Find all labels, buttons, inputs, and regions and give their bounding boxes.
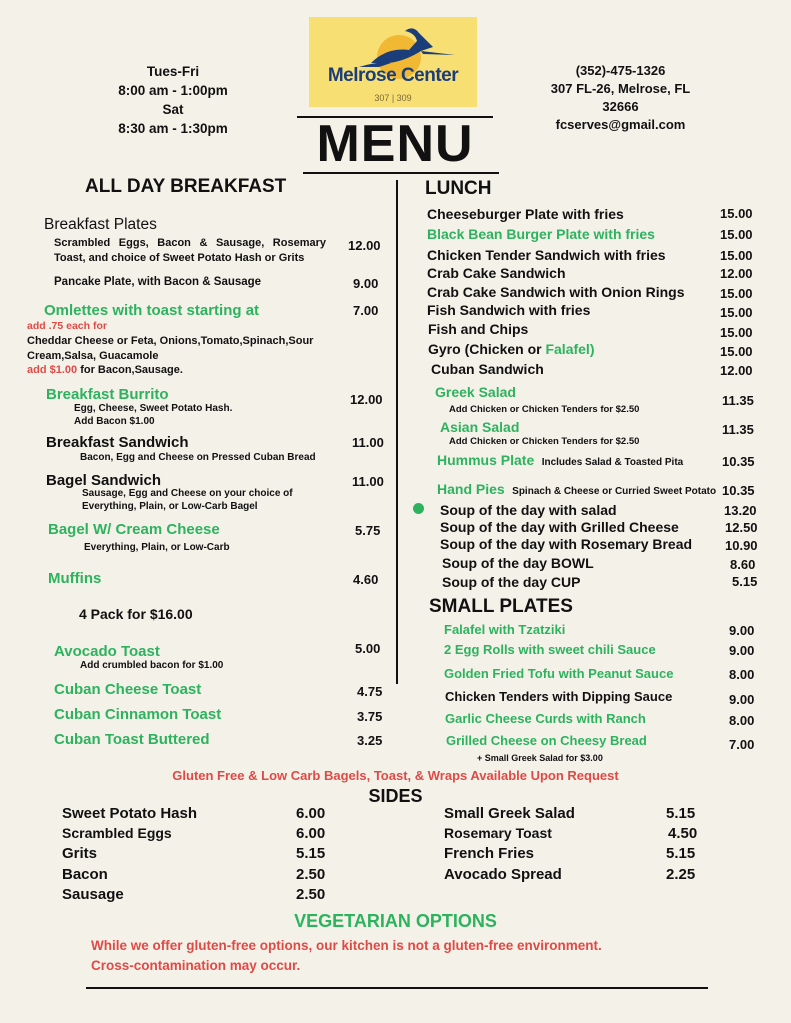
- hours-line: Tues-Fri: [146, 64, 200, 79]
- lunch-item: Black Bean Burger Plate with fries: [427, 226, 655, 242]
- breakfast-plates-desc: Scrambled Eggs, Bacon & Sausage, Rosemary Toast, and choice of Sweet Potato Hash or Grits: [54, 237, 326, 264]
- hours-block: [108, 62, 238, 138]
- hummus-desc: Includes Salad & Toasted Pita: [541, 457, 684, 468]
- soup-item: Soup of the day with salad: [440, 502, 617, 518]
- lunch-item: Cheeseburger Plate with fries: [427, 206, 624, 222]
- soup-item: Soup of the day with Rosemary Bread: [440, 536, 693, 552]
- lunch-price: 15.00: [720, 206, 753, 221]
- cuban-cinnamon-toast: Cuban Cinnamon Toast: [54, 706, 222, 723]
- pancake-plate: Pancake Plate, with Bacon & Sausage: [54, 276, 262, 288]
- lunch-item: Crab Cake Sandwich with Onion Rings: [427, 284, 685, 300]
- side-price: 5.15: [296, 845, 326, 862]
- lunch-price: 15.00: [720, 325, 753, 340]
- lunch-price: 15.00: [720, 286, 753, 301]
- burrito-price: 12.00: [350, 392, 383, 407]
- gyro-falafel-label: Falafel): [545, 341, 595, 357]
- side-item: Bacon: [62, 866, 108, 883]
- side-price: 6.00: [296, 805, 326, 822]
- lunch-item: Chicken Tender Sandwich with fries: [427, 247, 666, 263]
- hours-line: 8:30 am - 1:30pm: [118, 121, 228, 136]
- pancake-price: 9.00: [353, 276, 379, 291]
- hand-pies-desc: Spinach & Cheese or Curried Sweet Potato: [512, 486, 717, 497]
- lunch-title: LUNCH: [425, 178, 492, 199]
- greek-salad-desc: Add Chicken or Chicken Tenders for $2.50: [449, 404, 640, 415]
- vegetarian-options-title: VEGETARIAN OPTIONS: [294, 911, 497, 931]
- avocado-toast: Avocado Toast: [54, 643, 160, 660]
- small-plate-price: 8.00: [729, 713, 755, 728]
- omelettes-options: Cheddar Cheese or Feta, Onions,Tomato,Spinach,Sour Cream,Salsa, Guacamole: [27, 335, 314, 362]
- cuban-cinnamon-price: 3.75: [357, 709, 383, 724]
- breakfast-burrito: Breakfast Burrito: [46, 386, 169, 403]
- menu-title: MENU: [316, 115, 474, 173]
- omelettes: Omlettes with toast starting at: [44, 302, 260, 319]
- small-plate-price: 8.00: [729, 667, 755, 682]
- asian-salad-desc: Add Chicken or Chicken Tenders for $2.50: [449, 436, 640, 447]
- email: fcserves@gmail.com: [555, 117, 686, 132]
- hummus-label: Hummus Plate: [437, 452, 535, 468]
- burrito-desc: Egg, Cheese, Sweet Potato Hash.: [74, 403, 233, 414]
- omelettes-add-note: add .75 each for: [27, 320, 107, 332]
- hand-pies-price: 10.35: [722, 483, 755, 498]
- lunch-price: 12.00: [720, 363, 753, 378]
- hand-pies: [437, 481, 716, 499]
- small-plate-price: 9.00: [729, 643, 755, 658]
- soup-item: Soup of the day CUP: [442, 574, 581, 590]
- bagel-price: 11.00: [352, 474, 384, 489]
- lunch-item: Fish and Chips: [428, 321, 529, 337]
- greek-salad: Greek Salad: [435, 384, 516, 400]
- lunch-price: 15.00: [720, 227, 753, 242]
- side-price: 2.50: [296, 866, 326, 883]
- bagel-sandwich: Bagel Sandwich: [46, 472, 162, 489]
- burrito-add: Add Bacon $1.00: [74, 416, 155, 427]
- avocado-price: 5.00: [355, 641, 381, 656]
- menu-rule-bottom: [303, 172, 499, 174]
- small-plates-note: + Small Greek Salad for $3.00: [477, 753, 603, 763]
- logo-name: Melrose Center: [327, 65, 459, 86]
- disclaimer-line: While we offer gluten-free options, our kitchen is not a gluten-free environment.: [91, 938, 602, 953]
- breakfast-title: ALL DAY BREAKFAST: [85, 176, 287, 197]
- omelettes-meat-text: for Bacon,Sausage.: [77, 364, 183, 376]
- sides-title: SIDES: [368, 786, 423, 806]
- side-item: Sausage: [62, 886, 124, 903]
- small-plates-title: SMALL PLATES: [429, 596, 573, 617]
- soup-price: 8.60: [730, 557, 756, 572]
- lunch-item: Crab Cake Sandwich: [427, 265, 566, 281]
- side-item: Scrambled Eggs: [62, 825, 172, 841]
- bagel-cream-cheese-price: 5.75: [355, 523, 381, 538]
- small-plate-price: 9.00: [729, 623, 755, 638]
- address: 307 FL-26, Melrose, FL: [550, 81, 691, 96]
- asian-salad-price: 11.35: [722, 422, 754, 437]
- side-price: 2.50: [296, 886, 326, 903]
- side-item: French Fries: [444, 845, 535, 862]
- lunch-price: 12.00: [720, 266, 753, 281]
- zip: 32666: [602, 99, 639, 114]
- omelettes-meat-price: add $1.00: [27, 364, 78, 376]
- lunch-price: 15.00: [720, 344, 753, 359]
- breakfast-plates-header: Breakfast Plates: [44, 216, 157, 233]
- footer-rule: [86, 987, 708, 989]
- hours-line: Sat: [162, 102, 184, 117]
- small-plate-price: 7.00: [729, 737, 755, 752]
- omelettes-price: 7.00: [353, 303, 379, 318]
- cuban-cheese-price: 4.75: [357, 684, 383, 699]
- side-price: 5.15: [666, 845, 696, 862]
- cuban-toast-buttered-price: 3.25: [357, 733, 383, 748]
- side-price: 5.15: [666, 805, 696, 822]
- sandwich-desc: Bacon, Egg and Cheese on Pressed Cuban Bread: [80, 452, 316, 463]
- small-plate-item: 2 Egg Rolls with sweet chili Sauce: [444, 642, 656, 657]
- breakfast-sandwich: Breakfast Sandwich: [46, 434, 189, 451]
- breakfast-plates-price: 12.00: [348, 238, 381, 253]
- small-plate-price: 9.00: [729, 692, 755, 707]
- logo: [309, 17, 477, 107]
- hours-line: 8:00 am - 1:00pm: [118, 83, 228, 98]
- bagel-cream-cheese: Bagel W/ Cream Cheese: [48, 521, 220, 538]
- hummus-plate: [437, 452, 683, 470]
- lunch-price: 15.00: [720, 248, 753, 263]
- gyro-label: Gyro (Chicken or: [428, 341, 546, 357]
- bagel-desc-1: Sausage, Egg and Cheese on your choice of: [82, 488, 293, 499]
- side-price: 4.50: [668, 825, 698, 842]
- side-item: Small Greek Salad: [444, 805, 575, 822]
- small-plate-item: Falafel with Tzatziki: [444, 622, 566, 637]
- soup-price: 13.20: [724, 503, 757, 518]
- phone: (352)-475-1326: [575, 63, 666, 78]
- avocado-desc: Add crumbled bacon for $1.00: [80, 660, 224, 671]
- hand-pies-label: Hand Pies: [437, 481, 505, 497]
- muffins-price: 4.60: [353, 572, 379, 587]
- cuban-cheese-toast: Cuban Cheese Toast: [54, 681, 202, 698]
- bagel-cream-cheese-desc: Everything, Plain, or Low-Carb: [84, 542, 230, 553]
- soup-price: 12.50: [725, 520, 758, 535]
- column-divider: [396, 180, 398, 684]
- greek-salad-price: 11.35: [722, 393, 754, 408]
- soup-item: Soup of the day with Grilled Cheese: [440, 519, 679, 535]
- asian-salad: Asian Salad: [440, 419, 520, 435]
- lunch-item: Fish Sandwich with fries: [427, 302, 591, 318]
- side-item: Avocado Spread: [444, 866, 562, 883]
- side-item: Rosemary Toast: [444, 825, 552, 841]
- soup-bullet-icon: [413, 503, 424, 514]
- small-plate-item: Chicken Tenders with Dipping Sauce: [445, 689, 673, 704]
- muffins: Muffins: [48, 570, 102, 587]
- muffins-pack: 4 Pack for $16.00: [79, 606, 193, 622]
- lunch-item: Cuban Sandwich: [431, 361, 544, 377]
- lunch-item: [428, 341, 594, 357]
- lunch-price: 15.00: [720, 305, 753, 320]
- side-item: Sweet Potato Hash: [62, 805, 198, 822]
- small-plate-item: Garlic Cheese Curds with Ranch: [445, 711, 646, 726]
- side-price: 2.25: [666, 866, 696, 883]
- soup-price: 10.90: [725, 538, 758, 553]
- contact-block: [533, 62, 708, 134]
- side-price: 6.00: [296, 825, 326, 842]
- soup-item: Soup of the day BOWL: [442, 555, 594, 571]
- logo-sub: 307 | 309: [374, 93, 412, 103]
- side-item: Grits: [62, 845, 98, 862]
- soup-price: 5.15: [732, 574, 758, 589]
- small-plate-item: Golden Fried Tofu with Peanut Sauce: [444, 666, 674, 681]
- disclaimer-line: Cross-contamination may occur.: [91, 958, 301, 973]
- gluten-free-note: Gluten Free & Low Carb Bagels, Toast, & Wraps Available Upon Request: [172, 768, 619, 783]
- sandwich-price: 11.00: [352, 435, 384, 450]
- omelettes-meat-note: [27, 364, 183, 376]
- bagel-desc-2: Everything, Plain, or Low-Carb Bagel: [82, 501, 258, 512]
- cuban-toast-buttered: Cuban Toast Buttered: [54, 731, 210, 748]
- small-plate-item: Grilled Cheese on Cheesy Bread: [446, 733, 647, 748]
- hummus-price: 10.35: [722, 454, 755, 469]
